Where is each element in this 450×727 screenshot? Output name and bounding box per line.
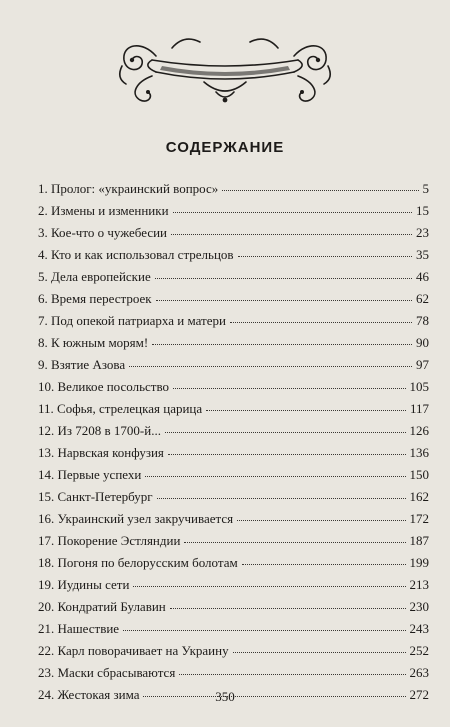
toc-entry-page: 263 [409,665,429,680]
toc-leader-dots [179,666,405,675]
toc-entry[interactable] [38,420,429,442]
toc-leader-dots [242,556,406,565]
toc-entry-page: 46 [416,269,429,284]
toc-entry[interactable] [38,288,429,310]
toc-entry-title: 4. Кто и как использовал стрельцов [38,247,234,262]
toc-entry[interactable] [38,596,429,618]
toc-entry-title: 12. Из 7208 в 1700-й... [38,423,161,438]
page-title: СОДЕРЖАНИЕ [165,139,285,156]
page-number: 350 [215,689,235,704]
toc-entry-page: 199 [409,555,429,570]
toc-entry-title: 6. Время перестроек [38,291,152,306]
toc-leader-dots [133,578,405,587]
toc-entry-page: 230 [409,599,429,614]
toc-leader-dots [184,534,405,543]
toc-leader-dots [173,380,405,389]
toc-entry-page: 272 [409,687,429,702]
toc-leader-dots [170,600,406,609]
toc-leader-dots [206,402,406,411]
toc-leader-dots [165,424,406,433]
toc-entry[interactable] [38,376,429,398]
toc-leader-dots [222,182,418,191]
toc-entry-page: 126 [409,423,429,438]
toc-entry[interactable] [38,574,429,596]
toc-entry-title: 15. Санкт-Петербург [38,489,153,504]
toc-entry-title: 11. Софья, стрелецкая царица [38,401,203,416]
toc-entry[interactable] [38,222,429,244]
toc-entry-title: 19. Иудины сети [38,577,130,592]
toc-entry-page: 252 [409,643,429,658]
toc-entry[interactable] [38,530,429,552]
toc-entry[interactable] [38,310,429,332]
toc-entry-page: 105 [409,379,429,394]
toc-entry-page: 23 [416,225,429,240]
toc-leader-dots [129,358,412,367]
toc-entry-page: 97 [416,357,429,372]
toc-entry-title: 13. Нарвская конфузия [38,445,164,460]
toc-leader-dots [233,644,406,653]
toc-leader-dots [157,490,406,499]
toc-entry[interactable] [38,552,429,574]
toc-entry-title: 18. Погоня по белорусским болотам [38,555,238,570]
toc-entry-page: 187 [409,533,429,548]
toc-entry-page: 162 [409,489,429,504]
toc-entry-title: 9. Взятие Азова [38,357,126,372]
toc-entry-page: 117 [409,401,429,416]
toc-entry[interactable] [38,266,429,288]
toc-entry[interactable] [38,508,429,530]
toc-entry-page: 213 [409,577,429,592]
toc-entry-title: 20. Кондратий Булавин [38,599,166,614]
toc-leader-dots [123,622,405,631]
toc-entry[interactable] [38,640,429,662]
toc-entry[interactable] [38,244,429,266]
toc-entry-title: 24. Жестокая зима [38,687,140,702]
toc-entry[interactable] [38,618,429,640]
table-of-contents [38,178,429,706]
toc-entry[interactable] [38,398,429,420]
toc-entry-title: 23. Маски сбрасываются [38,665,176,680]
toc-leader-dots [145,468,405,477]
toc-leader-dots [230,314,412,323]
toc-leader-dots [156,292,412,301]
toc-entry[interactable] [38,464,429,486]
toc-entry[interactable] [38,662,429,684]
toc-entry[interactable] [38,200,429,222]
toc-leader-dots [168,446,406,455]
toc-entry[interactable] [38,442,429,464]
toc-entry-title: 7. Под опекой патриарха и матери [38,313,226,328]
toc-entry-title: 3. Кое-что о чужебесии [38,225,167,240]
toc-entry-title: 14. Первые успехи [38,467,142,482]
toc-entry-page: 136 [409,445,429,460]
toc-entry[interactable] [38,354,429,376]
toc-entry-page: 78 [416,313,429,328]
toc-entry-title: 22. Карл поворачивает на Украину [38,643,229,658]
toc-entry-title: 17. Покорение Эстляндии [38,533,181,548]
toc-entry-title: 8. К южным морям! [38,335,149,350]
toc-entry-page: 243 [409,621,429,636]
toc-entry-page: 90 [416,335,429,350]
toc-leader-dots [173,204,412,213]
toc-entry-page: 172 [409,511,429,526]
toc-leader-dots [171,226,412,235]
toc-entry-title: 5. Дела европейские [38,269,151,284]
toc-leader-dots [152,336,412,345]
toc-entry-page: 35 [416,247,429,262]
toc-leader-dots [155,270,412,279]
toc-entry-page: 62 [416,291,429,306]
toc-entry[interactable] [38,332,429,354]
toc-entry-title: 16. Украинский узел закручивается [38,511,234,526]
toc-entry-title: 21. Нашествие [38,621,120,636]
toc-entry-title: 2. Измены и изменники [38,203,169,218]
toc-entry-title: 10. Великое посольство [38,379,170,394]
toc-entry-page: 5 [422,181,429,196]
scroll-banner-icon [112,26,338,108]
toc-entry-page: 15 [416,203,429,218]
toc-entry-page: 150 [409,467,429,482]
toc-entry-title: 1. Пролог: «украинский вопрос» [38,181,219,196]
toc-leader-dots [238,248,412,257]
toc-entry[interactable] [38,178,429,200]
toc-entry[interactable] [38,486,429,508]
toc-leader-dots [237,512,405,521]
